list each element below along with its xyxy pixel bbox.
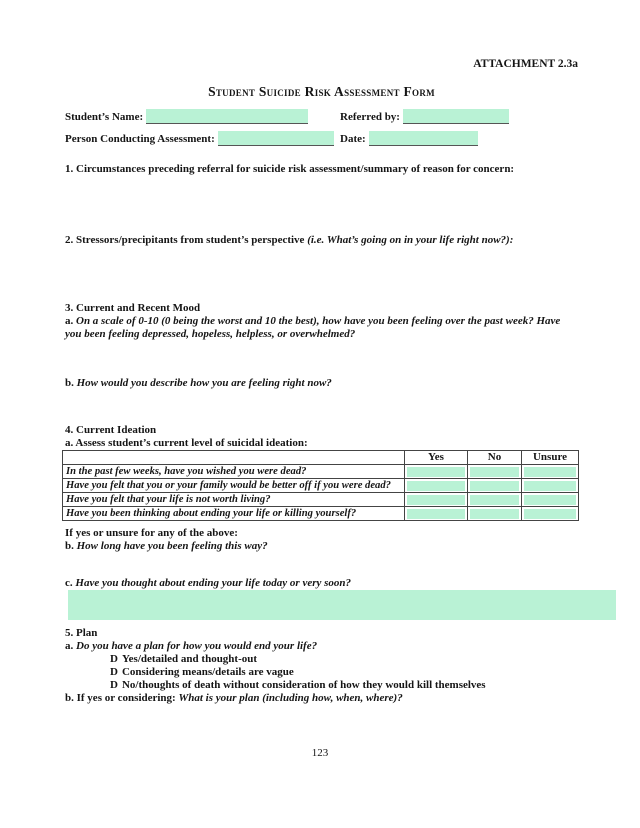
referred-by-field[interactable] [403,109,509,124]
table-row: Have you felt that your life is not worth living? [63,493,579,507]
plan-option-yes: D Yes/detailed and thought-out [110,653,258,665]
student-name-label: Student’s Name: [65,111,144,123]
plan-option-considering: D Considering means/details are vague [110,666,294,678]
question-1: 1. Circumstances preceding referral for suicide risk assessment/summary of reason for concern: [65,163,515,175]
page-title: Student Suicide Risk Assessment Form [208,84,435,99]
answer-cell-no[interactable] [468,465,522,479]
question-4-followup [65,527,578,553]
question-4-heading: 4. Current Ideation [65,424,157,436]
question-4c: c. Have you thought about ending your life today or very soon? [65,577,352,589]
no-column-header: No [468,451,522,465]
question-column-header [63,451,405,465]
answer-cell-yes[interactable] [405,507,468,521]
page-number: 123 [311,747,329,759]
field-row-1 [65,109,578,124]
answer-cell-yes[interactable] [405,493,468,507]
question-4a-label: a. Assess student’s current level of suicidal ideation: [65,437,308,449]
assessor-field[interactable] [218,131,334,146]
question-4 [65,424,578,450]
question-5 [65,627,578,705]
table-row: In the past few weeks, have you wished you were dead? [63,465,579,479]
answer-cell-no[interactable] [468,479,522,493]
answer-cell-unsure[interactable] [522,479,579,493]
table-row: Have you been thinking about ending your life or killing yourself? [63,507,579,521]
checkbox-icon[interactable]: D [110,679,118,691]
question-5a: a. Do you have a plan for how you would end your life? [65,640,318,652]
question-3 [65,302,578,341]
assessor-label: Person Conducting Assessment: [65,133,215,145]
question-5b: b. If yes or considering: What is your plan (including how, when, where)? [65,692,403,704]
ideation-table [62,450,579,521]
question-5-heading: 5. Plan [65,627,98,639]
plan-option-no: D No/thoughts of death without consideration of how they would kill themselves [110,679,486,691]
yes-column-header: Yes [405,451,468,465]
student-name-field[interactable] [146,109,308,124]
date-label: Date: [340,133,366,145]
question-4c-answer-field[interactable] [68,590,616,620]
checkbox-icon[interactable]: D [110,666,118,678]
question-3a: a. On a scale of 0-10 (0 being the worst and 10 the best), how have you been feeling over the past week? Have you been feeling depressed, hopeless, helpless, or overwhelmed? [65,315,561,340]
question-2: 2. Stressors/precipitants from student’s perspective (i.e. What’s going on in your life right now?): [65,234,514,246]
question-3b: b. How would you describe how you are feeling right now? [65,377,332,389]
field-row-2 [65,131,578,146]
ideation-table-header-row [63,451,579,465]
followup-intro: If yes or unsure for any of the above: [65,527,238,539]
checkbox-icon[interactable]: D [110,653,118,665]
answer-cell-unsure[interactable] [522,493,579,507]
table-row: Have you felt that you or your family would be better off if you were dead? [63,479,579,493]
answer-cell-no[interactable] [468,493,522,507]
answer-cell-yes[interactable] [405,479,468,493]
unsure-column-header: Unsure [522,451,579,465]
answer-cell-unsure[interactable] [522,465,579,479]
attachment-label: ATTACHMENT 2.3a [473,58,578,70]
answer-cell-unsure[interactable] [522,507,579,521]
referred-by-label: Referred by: [340,111,400,123]
answer-cell-yes[interactable] [405,465,468,479]
answer-cell-no[interactable] [468,507,522,521]
question-3-heading: 3. Current and Recent Mood [65,302,201,314]
question-4b: b. How long have you been feeling this way? [65,540,268,552]
date-field[interactable] [369,131,478,146]
